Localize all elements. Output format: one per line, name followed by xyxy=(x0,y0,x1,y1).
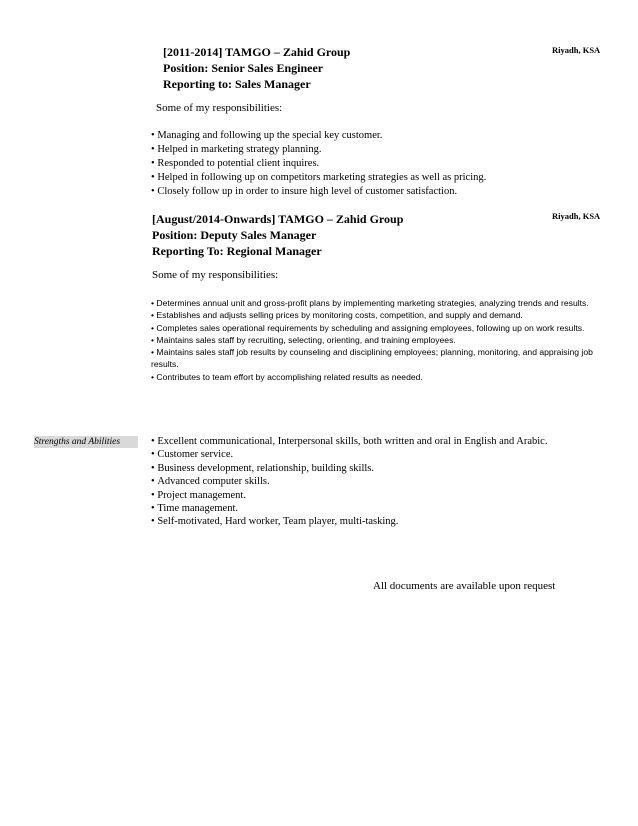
list-item: • Maintains sales staff by recruiting, selecting, orienting, and training employees. xyxy=(151,334,603,346)
list-item: • Completes sales operational requirements by scheduling and assigning employees, following up on work results. xyxy=(151,322,603,334)
job2-reporting: Reporting To: Regional Manager xyxy=(152,244,322,258)
strengths-section-label: Strengths and Abilities xyxy=(34,436,138,448)
job1-title: [2011-2014] TAMGO – Zahid Group xyxy=(163,45,351,59)
job2-responsibilities-label: Some of my responsibilities: xyxy=(152,269,279,281)
list-item: • Advanced computer skills. xyxy=(151,475,547,488)
list-item: • Determines annual unit and gross-profit plans by implementing marketing strategies, analyzing trends and results. xyxy=(151,297,603,309)
list-item: • Time management. xyxy=(151,502,547,515)
job2-position: Position: Deputy Sales Manager xyxy=(152,228,317,242)
list-item: • Self-motivated, Hard worker, Team player, multi-tasking. xyxy=(151,515,547,528)
list-item: • Closely follow up in order to insure high level of customer satisfaction. xyxy=(151,185,486,199)
documents-note: All documents are available upon request xyxy=(373,580,556,592)
list-item: • Customer service. xyxy=(151,448,547,461)
list-item: • Responded to potential client inquires. xyxy=(151,157,486,171)
list-item: • Helped in following up on competitors marketing strategies as well as pricing. xyxy=(151,171,486,185)
job2-responsibilities-list xyxy=(151,297,603,383)
job1-position: Position: Senior Sales Engineer xyxy=(163,61,324,75)
list-item: • Business development, relationship, building skills. xyxy=(151,462,547,475)
list-item: • Excellent communicational, Interpersonal skills, both written and oral in English and Arabic. xyxy=(151,435,547,448)
job2-title: [August/2014-Onwards] TAMGO – Zahid Group xyxy=(152,212,404,226)
job1-reporting: Reporting to: Sales Manager xyxy=(163,77,311,91)
job1-header xyxy=(163,44,350,92)
job2-location: Riyadh, KSA xyxy=(552,211,601,221)
list-item: • Helped in marketing strategy planning. xyxy=(151,143,486,157)
list-item: • Project management. xyxy=(151,489,547,502)
list-item: • Managing and following up the special key customer. xyxy=(151,129,486,143)
list-item: • Contributes to team effort by accomplishing related results as needed. xyxy=(151,371,603,383)
list-item: • Maintains sales staff job results by counseling and disciplining employees; planning, monitoring, and appraising job results. xyxy=(151,346,603,371)
job1-responsibilities-list xyxy=(151,129,486,199)
job2-header xyxy=(152,211,403,259)
job1-location: Riyadh, KSA xyxy=(552,45,601,55)
job1-responsibilities-label: Some of my responsibilities: xyxy=(156,102,283,114)
strengths-list xyxy=(151,435,547,529)
list-item: • Establishes and adjusts selling prices by monitoring costs, competition, and supply and demand. xyxy=(151,309,603,321)
